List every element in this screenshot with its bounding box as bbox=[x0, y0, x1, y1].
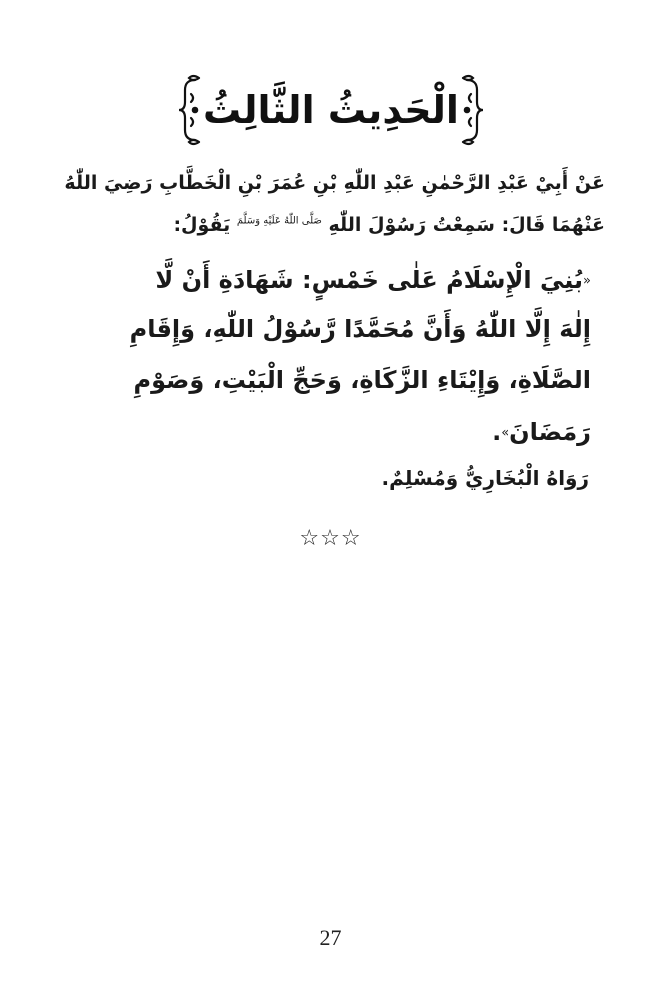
hadith-line-1 bbox=[155, 266, 591, 294]
hadith-line-2: إِلٰهَ إِلَّا اللّٰهُ وَأَنَّ مُحَمَّدًا رَّسُوْلُ اللّٰهِ، وَإِقَامِ bbox=[129, 315, 591, 343]
page-number: 27 bbox=[319, 925, 342, 950]
isnad-line-2-end: يَقُوْلُ: bbox=[173, 214, 231, 236]
hadith-line-3: الصَّلَاةِ، وَإِيْتَاءِ الزَّكَاةِ، وَحَجِّ الْبَيْتِ، وَصَوْمِ bbox=[133, 366, 591, 394]
hadith-line-4-text: رَمَضَانَ bbox=[509, 418, 591, 446]
chapter-title: الْحَدِيثُ الثَّالِثُ bbox=[203, 88, 459, 132]
isnad-line-2 bbox=[173, 214, 605, 236]
ornament-bracket-left-icon bbox=[175, 72, 203, 148]
salawat-honorific: صَلَّى اللّٰهُ عَلَيْهِ وَسَلَّمَ bbox=[236, 215, 322, 227]
opening-quote: « bbox=[583, 273, 591, 289]
isnad-line-2-text: عَنْهُمَا قَالَ: سَمِعْتُ رَسُوْلَ اللّٰهِ bbox=[328, 214, 605, 236]
ornament-bracket-right-icon bbox=[459, 72, 487, 148]
hadith-line-4 bbox=[492, 418, 591, 446]
isnad-line-1: عَنْ أَبِيْ عَبْدِ الرَّحْمٰنِ عَبْدِ اللّٰهِ بْنِ عُمَرَ بْنِ الْخَطَّابِ رَضِيَ اللّٰهُ bbox=[64, 172, 605, 194]
closing-quote: » bbox=[501, 425, 510, 441]
hadith-line-4-end: . bbox=[492, 418, 502, 446]
star-separator-icon: ☆☆☆ bbox=[299, 526, 362, 551]
chapter-title-cartouche bbox=[175, 72, 487, 148]
narration-source: رَوَاهُ الْبُخَارِيُّ وَمُسْلِمٌ. bbox=[381, 466, 589, 490]
hadith-line-1-text: بُنِيَ الْإِسْلَامُ عَلٰى خَمْسٍ: شَهَادَةِ أَنْ لَّا bbox=[155, 266, 584, 294]
